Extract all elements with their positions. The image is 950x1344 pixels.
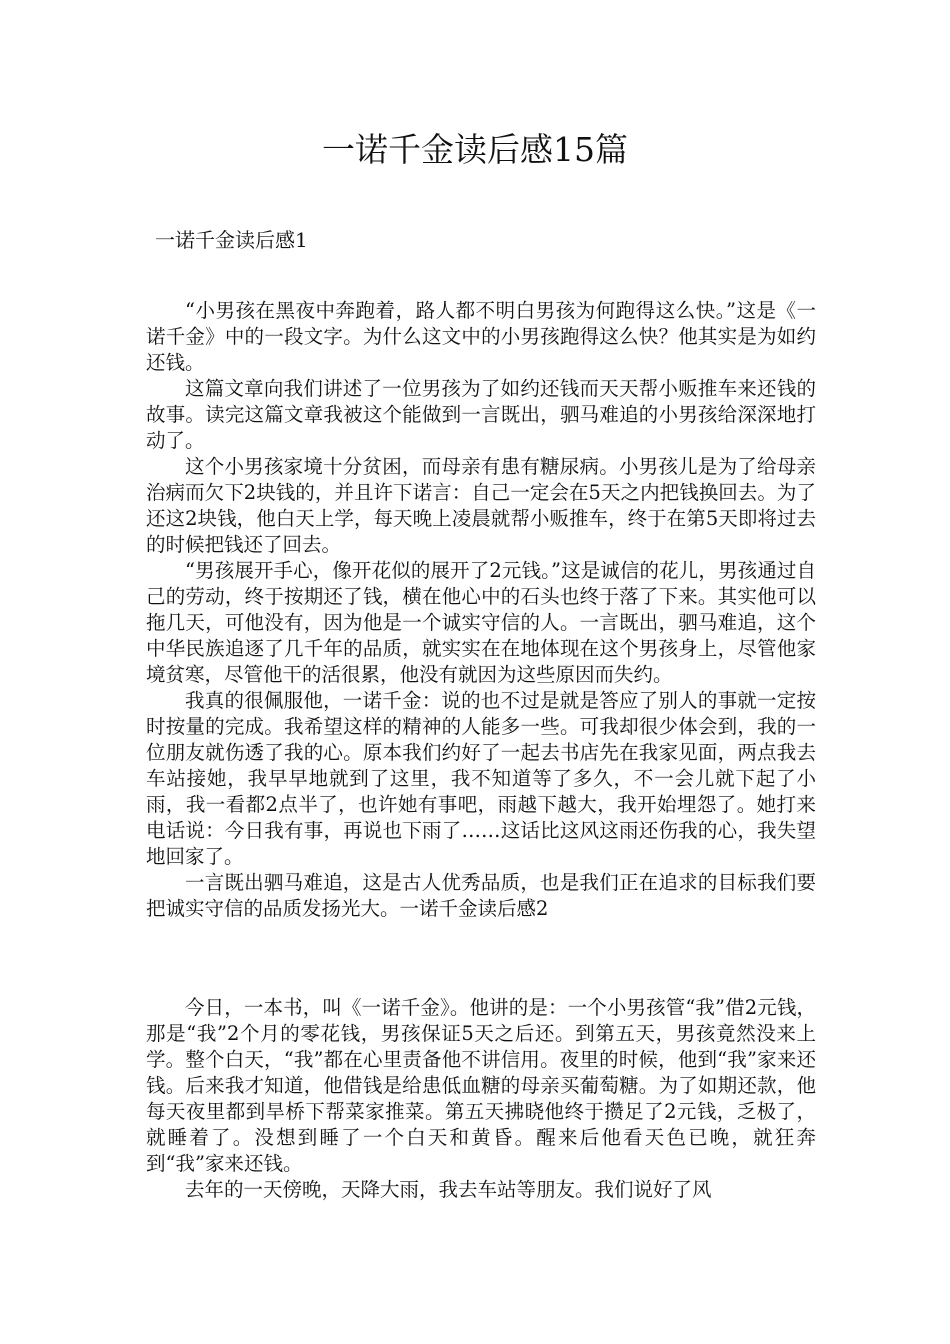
paragraph: “小男孩在黑夜中奔跑着，路人都不明白男孩为何跑得这么快。”这是《一诺千金》中的一段文字。为什么这文中的小男孩跑得这么快？他其实是为如约还钱。 (146, 299, 816, 374)
section-2-body (146, 995, 816, 1203)
paragraph: “男孩展开手心，像开花似的展开了2元钱。”这是诚信的花儿，男孩通过自己的劳动，终于按期还了钱，横在他心中的石头也终于落了下来。其实他可以拖几天，可他没有，因为他是一个诚实守信的人。一言既出，驷马难追，这个中华民族追逐了几千年的品质，就实实在在地体现在这个男孩身上，尽管他家境贫寒，尽管他干的活很累，他没有就因为这些原因而失约。 (146, 559, 816, 686)
paragraph: 这篇文章向我们讲述了一位男孩为了如约还钱而天天帮小贩推车来还钱的故事。读完这篇文章我被这个能做到一言既出，驷马难追的小男孩给深深地打动了。 (146, 377, 816, 452)
paragraph: 这个小男孩家境十分贫困，而母亲有患有糖尿病。小男孩儿是为了给母亲治病而欠下2块钱的，并且许下诺言：自己一定会在5天之内把钱换回去。为了还这2块钱，他白天上学，每天晚上凌晨就帮小贩推车，终于在第5天即将过去的时候把钱还了回去。 (146, 455, 816, 556)
paragraph: 今日，一本书，叫《一诺千金》。他讲的是：一个小男孩管“我”借2元钱，那是“我”2个月的零花钱，男孩保证5天之后还。到第五天，男孩竟然没来上学。整个白天，“我”都在心里责备他不讲信用。夜里的时候，他到“我”家来还钱。后来我才知道，他借钱是给患低血糖的母亲买葡萄糖。为了如期还款，他每天夜里都到旱桥下帮菜家推菜。第五天拂晓他终于攒足了2元钱，乏极了，就睡着了。没想到睡了一个白天和黄昏。醒来后他看天色已晚，就狂奔到“我”家来还钱。 (146, 996, 816, 1175)
paragraph: 一言既出驷马难追，这是古人优秀品质，也是我们正在追求的目标我们要把诚实守信的品质发扬光大。一诺千金读后感2 (146, 871, 816, 920)
paragraph: 我真的很佩服他，一诺千金：说的也不过是就是答应了别人的事就一定按时按量的完成。我希望这样的精神的人能多一些。可我却很少体会到，我的一位朋友就伤透了我的心。原本我们约好了一起去书店先在我家见面，两点我去车站接她，我早早地就到了这里，我不知道等了多久，不一会儿就下起了小雨，我一看都2点半了，也许她有事吧，雨越下越大，我开始埋怨了。她打来电话说：今日我有事，再说也下雨了……这话比这风这雨还伤我的心，我失望地回家了。 (146, 689, 816, 868)
paragraph: 去年的一天傍晚，天降大雨，我去车站等朋友。我们说好了风 (185, 1178, 712, 1201)
section-heading-1: 一诺千金读后感1 (155, 228, 308, 252)
section-1-body (146, 298, 816, 922)
document-title: 一诺千金读后感15篇 (322, 130, 628, 169)
